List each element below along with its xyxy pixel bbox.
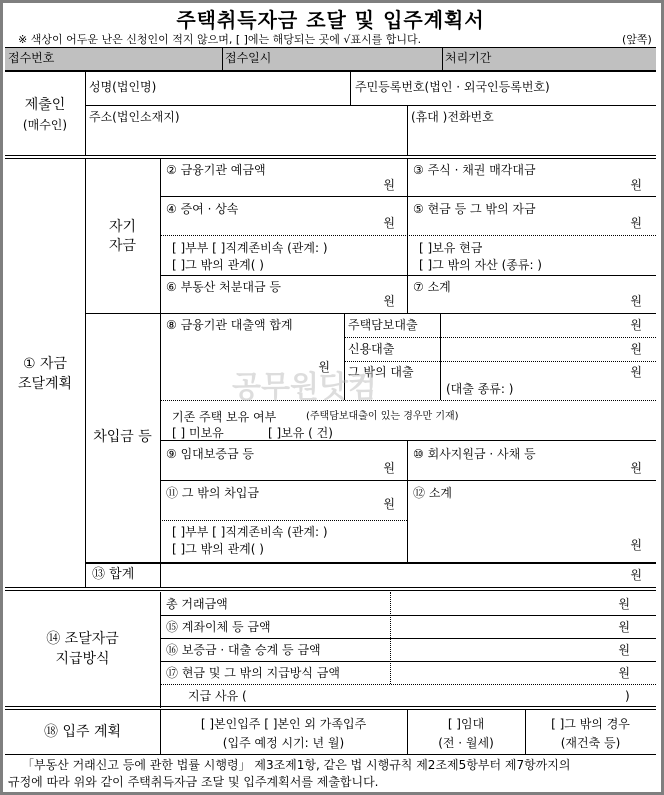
other-occupancy-sub-label: (재건축 등) <box>560 736 621 750</box>
table-rule <box>160 196 656 197</box>
rent-checkbox[interactable]: [ ]임대 <box>447 717 485 731</box>
loan-total-field[interactable]: 원 <box>318 360 330 374</box>
cash-payment-label: ⑰ 현금 및 그 밖의 지급방식 금액 <box>166 666 340 680</box>
table-rule <box>5 587 656 588</box>
table-rule <box>5 709 656 710</box>
stocks-label: ③ 주식 · 채권 매각대금 <box>413 163 536 177</box>
table-rule <box>160 592 161 708</box>
address-field[interactable]: 주소(법인소재지) <box>89 110 180 124</box>
submitter-sub-label: (매수인) <box>22 118 68 132</box>
funding-plan-label-2: 조달계획 <box>17 376 73 392</box>
table-rule <box>5 47 656 48</box>
resident-number-field[interactable]: 주민등록번호(법인 · 외국인등록번호) <box>355 80 550 94</box>
table-rule <box>440 313 441 400</box>
watermark: 공무원닷컴 <box>232 370 377 405</box>
footer-statement-2: 규정에 따라 위와 같이 주택취득자금 조달 및 입주계획서를 제출합니다. <box>8 775 379 789</box>
other-loan-field[interactable]: 원 <box>630 365 642 379</box>
cash-payment-field[interactable]: 원 <box>618 666 630 680</box>
borrow-relation-checkbox-1[interactable]: [ ]부부 [ ]직계존비속 (관계: ) <box>172 525 328 539</box>
table-rule <box>160 638 656 639</box>
page-side: (앞쪽) <box>622 33 652 46</box>
other-borrowing-field[interactable]: 원 <box>383 497 395 511</box>
table-rule <box>407 105 408 155</box>
payment-method-label-1: ⑭ 조달자금 <box>46 631 119 647</box>
own-funds-label-2: 자금 <box>108 238 137 254</box>
payment-method-label-2: 지급방식 <box>55 651 110 667</box>
realestate-label: ⑥ 부동산 처분대금 등 <box>166 280 281 294</box>
loan-total-label: ⑧ 금융기관 대출액 합계 <box>166 318 293 332</box>
payment-reason-field[interactable]: 지급 사유 ( <box>188 689 247 703</box>
transaction-total-label: 총 거래금액 <box>166 597 228 611</box>
move-in-schedule-field[interactable]: (입주 예정 시기: 년 월) <box>222 736 345 750</box>
gift-label: ④ 증여 · 상속 <box>166 202 239 216</box>
table-rule <box>5 70 656 72</box>
table-rule <box>160 661 656 662</box>
stocks-field[interactable]: 원 <box>630 178 642 192</box>
table-rule <box>160 275 656 276</box>
table-rule <box>160 520 407 521</box>
not-owned-checkbox[interactable]: [ ] 미보유 <box>172 426 224 440</box>
receipt-date-label: 접수일시 <box>225 51 272 65</box>
assumption-amount-label: ⑯ 보증금 · 대출 승계 등 금액 <box>166 643 321 657</box>
borrow-relation-checkbox-2[interactable]: [ ]그 밖의 관계( ) <box>172 542 264 556</box>
table-rule <box>5 155 656 156</box>
funding-plan-label-1: ① 자금 <box>22 356 68 372</box>
submitter-label: 제출인 <box>24 97 66 113</box>
transaction-total-field[interactable]: 원 <box>618 597 630 611</box>
table-rule <box>85 562 656 564</box>
office-use-header <box>5 47 656 70</box>
table-rule <box>344 337 656 338</box>
table-rule <box>160 235 656 236</box>
form-title: 주택취득자금 조달 및 입주계획서 <box>176 8 485 32</box>
processing-period-label: 처리기간 <box>445 51 492 65</box>
other-borrowing-label: ⑪ 그 밖의 차입금 <box>166 486 259 500</box>
gift-relation-checkbox-1[interactable]: [ ]부부 [ ]직계존비속 (관계: ) <box>172 241 328 255</box>
cash-field[interactable]: 원 <box>630 216 642 230</box>
table-rule <box>5 590 656 591</box>
assumption-amount-field[interactable]: 원 <box>618 643 630 657</box>
table-rule <box>5 158 656 159</box>
deposit-label: ② 금융기관 예금액 <box>166 163 266 177</box>
table-rule <box>442 47 443 70</box>
other-asset-checkbox[interactable]: [ ]그 밖의 자산 (종류: ) <box>419 258 542 272</box>
table-rule <box>85 313 656 314</box>
other-loan-label: 그 밖의 대출 <box>348 365 414 379</box>
footer-statement-1: 「부동산 거래신고 등에 관한 법률 시행령」 제3조제1항, 같은 법 시행규칙 제2조제5항부터 제7항까지의 <box>22 758 571 772</box>
table-rule <box>160 158 161 587</box>
table-rule <box>160 615 656 616</box>
total-field[interactable]: 원 <box>630 568 642 582</box>
owned-checkbox[interactable]: [ ]보유 ( 건) <box>268 426 333 440</box>
rent-sub-label: (전 · 월세) <box>438 736 494 750</box>
borrow-subtotal-field[interactable]: 원 <box>630 538 642 552</box>
table-rule <box>85 105 656 106</box>
credit-loan-field[interactable]: 원 <box>630 342 642 356</box>
other-occupancy-checkbox[interactable]: [ ]그 밖의 경우 <box>551 717 630 731</box>
deposit-field[interactable]: 원 <box>383 178 395 192</box>
notice: ※ 색상이 어두운 난은 신청인이 적지 않으며, [ ]에는 해당되는 곳에 √표시를 합니다. <box>18 33 422 46</box>
table-rule <box>5 706 656 707</box>
realestate-field[interactable]: 원 <box>383 294 395 308</box>
credit-loan-label: 신용대출 <box>348 342 395 356</box>
borrowing-label: 차입금 등 <box>93 429 152 445</box>
occupancy-plan-label: ⑱ 입주 계획 <box>44 724 121 740</box>
cash-held-checkbox[interactable]: [ ]보유 현금 <box>419 241 483 255</box>
existing-house-label: 기존 주택 보유 여부 <box>172 410 277 424</box>
table-rule <box>85 70 86 155</box>
transfer-amount-field[interactable]: 원 <box>618 620 630 634</box>
own-subtotal-label: ⑦ 소계 <box>413 280 451 294</box>
lease-deposit-field[interactable]: 원 <box>383 461 395 475</box>
phone-field[interactable]: (휴대 )전화번호 <box>411 110 494 124</box>
table-rule <box>160 440 656 441</box>
existing-house-note: (주택담보대출이 있는 경우만 기재) <box>306 411 459 422</box>
gift-relation-checkbox-2[interactable]: [ ]그 밖의 관계( ) <box>172 258 264 272</box>
own-funds-label-1: 자기 <box>108 219 137 235</box>
self-occupancy-checkbox[interactable]: [ ]본인입주 [ ]본인 외 가족입주 <box>200 717 367 731</box>
table-rule <box>344 361 656 362</box>
table-rule <box>160 684 656 685</box>
cash-label: ⑤ 현금 등 그 밖의 자금 <box>413 202 536 216</box>
own-subtotal-field[interactable]: 원 <box>630 294 642 308</box>
transfer-amount-label: ⑮ 계좌이체 등 금액 <box>166 620 271 634</box>
table-rule <box>5 754 656 755</box>
table-rule <box>407 440 408 562</box>
table-rule <box>222 47 223 70</box>
company-support-label: ⑩ 회사지원금 · 사채 등 <box>413 447 536 461</box>
gift-field[interactable]: 원 <box>383 216 395 230</box>
mortgage-field[interactable]: 원 <box>630 318 642 332</box>
mortgage-label: 주택담보대출 <box>348 318 418 332</box>
loan-type-field[interactable]: (대출 종류: ) <box>446 382 514 396</box>
payment-reason-close: ) <box>625 689 630 703</box>
borrow-subtotal-label: ⑫ 소계 <box>413 486 452 500</box>
total-label: ⑬ 합계 <box>92 567 135 582</box>
company-support-field[interactable]: 원 <box>630 461 642 475</box>
table-rule <box>350 70 351 105</box>
receipt-number-label: 접수번호 <box>8 51 55 65</box>
table-rule <box>160 480 656 481</box>
lease-deposit-label: ⑨ 임대보증금 등 <box>166 447 254 461</box>
name-field[interactable]: 성명(법인명) <box>89 80 157 94</box>
